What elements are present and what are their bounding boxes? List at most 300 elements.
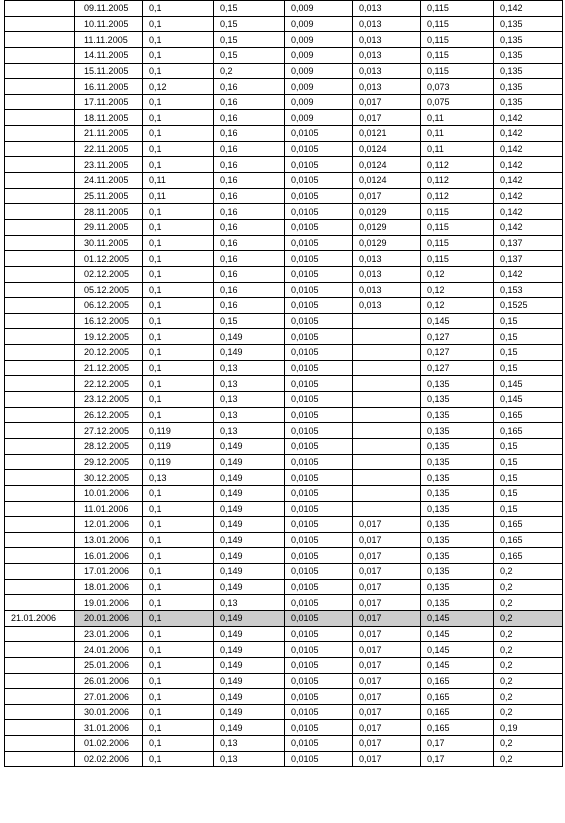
value-cell: 0,135 bbox=[421, 564, 494, 580]
table-row bbox=[5, 564, 563, 580]
row-label-cell bbox=[5, 32, 75, 48]
value-cell: 0,0105 bbox=[285, 548, 353, 564]
value-cell: 0,1525 bbox=[494, 298, 563, 314]
value-cell: 0,1 bbox=[143, 407, 214, 423]
table-row bbox=[5, 173, 563, 189]
value-cell: 0,149 bbox=[214, 579, 285, 595]
value-cell: 0,12 bbox=[421, 298, 494, 314]
value-cell: 0,15 bbox=[494, 454, 563, 470]
table-row bbox=[5, 345, 563, 361]
value-cell bbox=[353, 423, 421, 439]
value-cell: 0,1 bbox=[143, 564, 214, 580]
value-cell: 0,0105 bbox=[285, 626, 353, 642]
table-row bbox=[5, 157, 563, 173]
row-label-cell bbox=[5, 485, 75, 501]
row-label-cell bbox=[5, 407, 75, 423]
value-cell: 0,017 bbox=[353, 626, 421, 642]
value-cell: 0,017 bbox=[353, 110, 421, 126]
value-cell: 0,149 bbox=[214, 673, 285, 689]
value-cell: 0,135 bbox=[421, 376, 494, 392]
value-cell: 0,013 bbox=[353, 266, 421, 282]
value-cell: 0,017 bbox=[353, 532, 421, 548]
value-cell: 0,1 bbox=[143, 517, 214, 533]
value-cell: 0,16 bbox=[214, 219, 285, 235]
table-row bbox=[5, 188, 563, 204]
value-cell: 0,13 bbox=[214, 736, 285, 752]
row-label-cell bbox=[5, 548, 75, 564]
row-label-cell bbox=[5, 94, 75, 110]
value-cell: 0,119 bbox=[143, 454, 214, 470]
value-cell: 0,013 bbox=[353, 1, 421, 17]
row-label-cell bbox=[5, 360, 75, 376]
value-cell: 0,2 bbox=[494, 564, 563, 580]
value-cell: 0,0129 bbox=[353, 235, 421, 251]
value-cell: 0,013 bbox=[353, 298, 421, 314]
value-cell: 0,1 bbox=[143, 47, 214, 63]
value-cell: 0,135 bbox=[494, 47, 563, 63]
row-label-cell bbox=[5, 251, 75, 267]
date-cell: 17.01.2006 bbox=[75, 564, 143, 580]
table-row bbox=[5, 470, 563, 486]
value-cell: 0,135 bbox=[421, 470, 494, 486]
value-cell: 0,1 bbox=[143, 298, 214, 314]
value-cell: 0,2 bbox=[494, 751, 563, 767]
row-label-cell bbox=[5, 392, 75, 408]
value-cell bbox=[353, 313, 421, 329]
value-cell: 0,135 bbox=[421, 532, 494, 548]
table-row bbox=[5, 63, 563, 79]
value-cell: 0,1 bbox=[143, 579, 214, 595]
table-row bbox=[5, 376, 563, 392]
value-cell: 0,0105 bbox=[285, 454, 353, 470]
date-cell: 30.12.2005 bbox=[75, 470, 143, 486]
value-cell: 0,13 bbox=[214, 423, 285, 439]
row-label-cell bbox=[5, 517, 75, 533]
value-cell: 0,145 bbox=[421, 642, 494, 658]
table-row bbox=[5, 126, 563, 142]
table-row bbox=[5, 454, 563, 470]
value-cell: 0,013 bbox=[353, 282, 421, 298]
value-cell: 0,115 bbox=[421, 63, 494, 79]
value-cell: 0,165 bbox=[421, 689, 494, 705]
row-label-cell bbox=[5, 329, 75, 345]
table-row bbox=[5, 736, 563, 752]
value-cell: 0,149 bbox=[214, 720, 285, 736]
value-cell: 0,115 bbox=[421, 204, 494, 220]
table-row bbox=[5, 16, 563, 32]
value-cell: 0,149 bbox=[214, 548, 285, 564]
value-cell: 0,11 bbox=[421, 110, 494, 126]
date-cell: 11.11.2005 bbox=[75, 32, 143, 48]
value-cell: 0,0105 bbox=[285, 564, 353, 580]
value-cell: 0,142 bbox=[494, 126, 563, 142]
value-cell: 0,145 bbox=[494, 392, 563, 408]
value-cell: 0,1 bbox=[143, 157, 214, 173]
value-cell: 0,135 bbox=[494, 63, 563, 79]
value-cell: 0,142 bbox=[494, 204, 563, 220]
value-cell: 0,115 bbox=[421, 16, 494, 32]
value-cell: 0,1 bbox=[143, 392, 214, 408]
row-label-cell bbox=[5, 501, 75, 517]
value-cell: 0,13 bbox=[214, 407, 285, 423]
table-row bbox=[5, 32, 563, 48]
table-row bbox=[5, 548, 563, 564]
date-cell: 23.11.2005 bbox=[75, 157, 143, 173]
row-label-cell bbox=[5, 595, 75, 611]
value-cell: 0,0124 bbox=[353, 173, 421, 189]
value-cell: 0,2 bbox=[494, 704, 563, 720]
value-cell: 0,135 bbox=[494, 16, 563, 32]
value-cell: 0,149 bbox=[214, 501, 285, 517]
value-cell: 0,017 bbox=[353, 564, 421, 580]
value-cell: 0,142 bbox=[494, 110, 563, 126]
value-cell bbox=[353, 376, 421, 392]
value-cell: 0,16 bbox=[214, 266, 285, 282]
value-cell: 0,017 bbox=[353, 595, 421, 611]
value-cell: 0,16 bbox=[214, 282, 285, 298]
value-cell: 0,0105 bbox=[285, 501, 353, 517]
row-label-cell bbox=[5, 751, 75, 767]
row-label-cell bbox=[5, 110, 75, 126]
row-label-cell bbox=[5, 642, 75, 658]
row-label-cell bbox=[5, 157, 75, 173]
value-cell: 0,12 bbox=[421, 266, 494, 282]
table-row bbox=[5, 532, 563, 548]
value-cell: 0,15 bbox=[494, 501, 563, 517]
table-row bbox=[5, 485, 563, 501]
value-cell: 0,0105 bbox=[285, 219, 353, 235]
date-cell: 16.11.2005 bbox=[75, 79, 143, 95]
value-cell: 0,013 bbox=[353, 79, 421, 95]
value-cell: 0,0105 bbox=[285, 329, 353, 345]
row-label-cell: 21.01.2006 bbox=[5, 610, 75, 626]
value-cell bbox=[353, 485, 421, 501]
value-cell: 0,1 bbox=[143, 345, 214, 361]
value-cell: 0,142 bbox=[494, 173, 563, 189]
value-cell: 0,135 bbox=[421, 501, 494, 517]
value-cell: 0,1 bbox=[143, 501, 214, 517]
row-label-cell bbox=[5, 736, 75, 752]
value-cell: 0,135 bbox=[494, 79, 563, 95]
value-cell: 0,017 bbox=[353, 720, 421, 736]
date-cell: 16.01.2006 bbox=[75, 548, 143, 564]
value-cell: 0,1 bbox=[143, 126, 214, 142]
value-cell: 0,2 bbox=[494, 626, 563, 642]
table-row bbox=[5, 360, 563, 376]
row-label-cell bbox=[5, 63, 75, 79]
value-cell: 0,16 bbox=[214, 141, 285, 157]
value-cell: 0,2 bbox=[494, 673, 563, 689]
value-cell: 0,1 bbox=[143, 110, 214, 126]
value-cell bbox=[353, 360, 421, 376]
date-cell: 18.01.2006 bbox=[75, 579, 143, 595]
date-cell: 24.01.2006 bbox=[75, 642, 143, 658]
value-cell: 0,073 bbox=[421, 79, 494, 95]
value-cell: 0,0105 bbox=[285, 517, 353, 533]
value-cell: 0,16 bbox=[214, 251, 285, 267]
date-cell: 23.01.2006 bbox=[75, 626, 143, 642]
row-label-cell bbox=[5, 235, 75, 251]
value-cell: 0,135 bbox=[421, 485, 494, 501]
value-cell: 0,2 bbox=[494, 657, 563, 673]
value-cell: 0,0105 bbox=[285, 673, 353, 689]
value-cell: 0,013 bbox=[353, 32, 421, 48]
date-cell: 25.01.2006 bbox=[75, 657, 143, 673]
value-cell: 0,16 bbox=[214, 173, 285, 189]
value-cell: 0,009 bbox=[285, 16, 353, 32]
value-cell: 0,145 bbox=[421, 313, 494, 329]
value-cell: 0,2 bbox=[494, 579, 563, 595]
value-cell: 0,149 bbox=[214, 345, 285, 361]
value-cell: 0,2 bbox=[494, 595, 563, 611]
row-label-cell bbox=[5, 454, 75, 470]
row-label-cell bbox=[5, 141, 75, 157]
row-label-cell bbox=[5, 126, 75, 142]
value-cell: 0,149 bbox=[214, 517, 285, 533]
value-cell: 0,017 bbox=[353, 610, 421, 626]
value-cell: 0,165 bbox=[494, 517, 563, 533]
row-label-cell bbox=[5, 704, 75, 720]
value-cell: 0,127 bbox=[421, 329, 494, 345]
value-cell: 0,0105 bbox=[285, 532, 353, 548]
date-cell: 16.12.2005 bbox=[75, 313, 143, 329]
value-cell: 0,15 bbox=[494, 313, 563, 329]
value-cell: 0,017 bbox=[353, 548, 421, 564]
date-cell: 12.01.2006 bbox=[75, 517, 143, 533]
date-cell: 14.11.2005 bbox=[75, 47, 143, 63]
value-cell: 0,1 bbox=[143, 720, 214, 736]
value-cell: 0,017 bbox=[353, 704, 421, 720]
date-cell: 21.12.2005 bbox=[75, 360, 143, 376]
value-cell: 0,112 bbox=[421, 173, 494, 189]
value-cell: 0,0105 bbox=[285, 204, 353, 220]
value-cell: 0,145 bbox=[421, 626, 494, 642]
value-cell bbox=[353, 407, 421, 423]
value-cell: 0,0105 bbox=[285, 126, 353, 142]
row-label-cell bbox=[5, 298, 75, 314]
date-cell: 31.01.2006 bbox=[75, 720, 143, 736]
value-cell: 0,17 bbox=[421, 751, 494, 767]
value-cell: 0,013 bbox=[353, 63, 421, 79]
row-label-cell bbox=[5, 423, 75, 439]
row-label-cell bbox=[5, 313, 75, 329]
value-cell: 0,16 bbox=[214, 235, 285, 251]
value-cell: 0,137 bbox=[494, 251, 563, 267]
value-cell: 0,16 bbox=[214, 204, 285, 220]
table-row bbox=[5, 610, 563, 626]
value-cell: 0,11 bbox=[143, 173, 214, 189]
table-row bbox=[5, 407, 563, 423]
value-cell: 0,15 bbox=[494, 470, 563, 486]
table-row bbox=[5, 579, 563, 595]
value-cell: 0,1 bbox=[143, 63, 214, 79]
value-cell: 0,1 bbox=[143, 1, 214, 17]
value-cell: 0,0121 bbox=[353, 126, 421, 142]
value-cell: 0,149 bbox=[214, 626, 285, 642]
value-cell: 0,15 bbox=[494, 438, 563, 454]
value-cell: 0,165 bbox=[421, 704, 494, 720]
value-cell: 0,119 bbox=[143, 423, 214, 439]
value-cell: 0,112 bbox=[421, 157, 494, 173]
date-cell: 01.02.2006 bbox=[75, 736, 143, 752]
value-cell: 0,16 bbox=[214, 298, 285, 314]
value-cell: 0,0105 bbox=[285, 266, 353, 282]
table-row bbox=[5, 251, 563, 267]
value-cell: 0,15 bbox=[214, 313, 285, 329]
row-label-cell bbox=[5, 266, 75, 282]
value-cell: 0,135 bbox=[421, 392, 494, 408]
date-cell: 30.01.2006 bbox=[75, 704, 143, 720]
date-cell: 26.12.2005 bbox=[75, 407, 143, 423]
row-label-cell bbox=[5, 204, 75, 220]
value-cell: 0,0105 bbox=[285, 642, 353, 658]
value-cell: 0,0105 bbox=[285, 438, 353, 454]
row-label-cell bbox=[5, 626, 75, 642]
value-cell: 0,17 bbox=[421, 736, 494, 752]
value-cell: 0,0105 bbox=[285, 251, 353, 267]
value-cell: 0,017 bbox=[353, 689, 421, 705]
value-cell: 0,12 bbox=[421, 282, 494, 298]
value-cell: 0,149 bbox=[214, 642, 285, 658]
row-label-cell bbox=[5, 345, 75, 361]
row-label-cell bbox=[5, 219, 75, 235]
row-label-cell bbox=[5, 188, 75, 204]
date-cell: 18.11.2005 bbox=[75, 110, 143, 126]
table-row bbox=[5, 501, 563, 517]
value-cell: 0,142 bbox=[494, 157, 563, 173]
value-cell: 0,0105 bbox=[285, 736, 353, 752]
table-row bbox=[5, 626, 563, 642]
value-cell: 0,1 bbox=[143, 141, 214, 157]
table-row bbox=[5, 1, 563, 17]
row-label-cell bbox=[5, 673, 75, 689]
date-cell: 29.11.2005 bbox=[75, 219, 143, 235]
value-cell: 0,135 bbox=[494, 32, 563, 48]
table-row bbox=[5, 689, 563, 705]
value-cell: 0,1 bbox=[143, 485, 214, 501]
value-cell: 0,1 bbox=[143, 689, 214, 705]
table-row bbox=[5, 642, 563, 658]
row-label-cell bbox=[5, 47, 75, 63]
value-cell bbox=[353, 470, 421, 486]
value-cell: 0,115 bbox=[421, 47, 494, 63]
value-cell: 0,0105 bbox=[285, 141, 353, 157]
value-cell: 0,135 bbox=[421, 595, 494, 611]
value-cell: 0,009 bbox=[285, 63, 353, 79]
date-cell: 21.11.2005 bbox=[75, 126, 143, 142]
value-cell: 0,0105 bbox=[285, 704, 353, 720]
value-cell: 0,009 bbox=[285, 94, 353, 110]
row-label-cell bbox=[5, 1, 75, 17]
value-cell: 0,115 bbox=[421, 251, 494, 267]
value-cell: 0,1 bbox=[143, 642, 214, 658]
date-cell: 27.12.2005 bbox=[75, 423, 143, 439]
date-cell: 25.11.2005 bbox=[75, 188, 143, 204]
value-cell: 0,11 bbox=[421, 141, 494, 157]
date-cell: 17.11.2005 bbox=[75, 94, 143, 110]
value-cell: 0,135 bbox=[421, 438, 494, 454]
value-cell: 0,15 bbox=[214, 32, 285, 48]
value-cell: 0,165 bbox=[494, 548, 563, 564]
value-cell: 0,017 bbox=[353, 751, 421, 767]
table-row bbox=[5, 110, 563, 126]
value-cell: 0,0105 bbox=[285, 298, 353, 314]
row-label-cell bbox=[5, 438, 75, 454]
value-cell: 0,1 bbox=[143, 16, 214, 32]
value-cell: 0,0105 bbox=[285, 392, 353, 408]
date-cell: 30.11.2005 bbox=[75, 235, 143, 251]
value-cell: 0,142 bbox=[494, 219, 563, 235]
date-cell: 22.11.2005 bbox=[75, 141, 143, 157]
date-cell: 11.01.2006 bbox=[75, 501, 143, 517]
value-cell: 0,0129 bbox=[353, 219, 421, 235]
value-cell: 0,1 bbox=[143, 610, 214, 626]
date-cell: 20.12.2005 bbox=[75, 345, 143, 361]
value-cell: 0,1 bbox=[143, 751, 214, 767]
value-cell: 0,115 bbox=[421, 235, 494, 251]
value-cell: 0,0105 bbox=[285, 313, 353, 329]
value-cell: 0,1 bbox=[143, 251, 214, 267]
date-cell: 13.01.2006 bbox=[75, 532, 143, 548]
date-cell: 29.12.2005 bbox=[75, 454, 143, 470]
table-row bbox=[5, 141, 563, 157]
table-row bbox=[5, 657, 563, 673]
row-label-cell bbox=[5, 282, 75, 298]
value-cell: 0,119 bbox=[143, 438, 214, 454]
value-cell bbox=[353, 454, 421, 470]
value-cell: 0,0105 bbox=[285, 579, 353, 595]
value-cell: 0,165 bbox=[494, 423, 563, 439]
value-cell: 0,16 bbox=[214, 188, 285, 204]
value-cell: 0,13 bbox=[214, 392, 285, 408]
table-row bbox=[5, 673, 563, 689]
table-row bbox=[5, 329, 563, 345]
value-cell: 0,0105 bbox=[285, 282, 353, 298]
value-cell: 0,19 bbox=[494, 720, 563, 736]
value-cell: 0,0105 bbox=[285, 689, 353, 705]
table-row bbox=[5, 219, 563, 235]
value-cell: 0,1 bbox=[143, 595, 214, 611]
table-row bbox=[5, 79, 563, 95]
value-cell: 0,165 bbox=[494, 532, 563, 548]
value-cell: 0,2 bbox=[214, 63, 285, 79]
value-cell: 0,13 bbox=[214, 360, 285, 376]
date-cell: 15.11.2005 bbox=[75, 63, 143, 79]
value-cell: 0,009 bbox=[285, 1, 353, 17]
value-cell: 0,135 bbox=[421, 454, 494, 470]
value-cell: 0,15 bbox=[494, 329, 563, 345]
value-cell: 0,15 bbox=[214, 1, 285, 17]
value-cell: 0,0105 bbox=[285, 157, 353, 173]
date-cell: 26.01.2006 bbox=[75, 673, 143, 689]
rates-table-body bbox=[5, 1, 563, 767]
value-cell: 0,2 bbox=[494, 642, 563, 658]
value-cell: 0,16 bbox=[214, 157, 285, 173]
value-cell: 0,13 bbox=[214, 751, 285, 767]
value-cell: 0,15 bbox=[494, 345, 563, 361]
table-row bbox=[5, 298, 563, 314]
value-cell: 0,135 bbox=[421, 548, 494, 564]
value-cell: 0,1 bbox=[143, 736, 214, 752]
value-cell: 0,1 bbox=[143, 235, 214, 251]
value-cell: 0,149 bbox=[214, 704, 285, 720]
value-cell: 0,017 bbox=[353, 94, 421, 110]
value-cell: 0,009 bbox=[285, 110, 353, 126]
value-cell: 0,013 bbox=[353, 47, 421, 63]
value-cell: 0,16 bbox=[214, 79, 285, 95]
table-row bbox=[5, 94, 563, 110]
value-cell: 0,017 bbox=[353, 579, 421, 595]
